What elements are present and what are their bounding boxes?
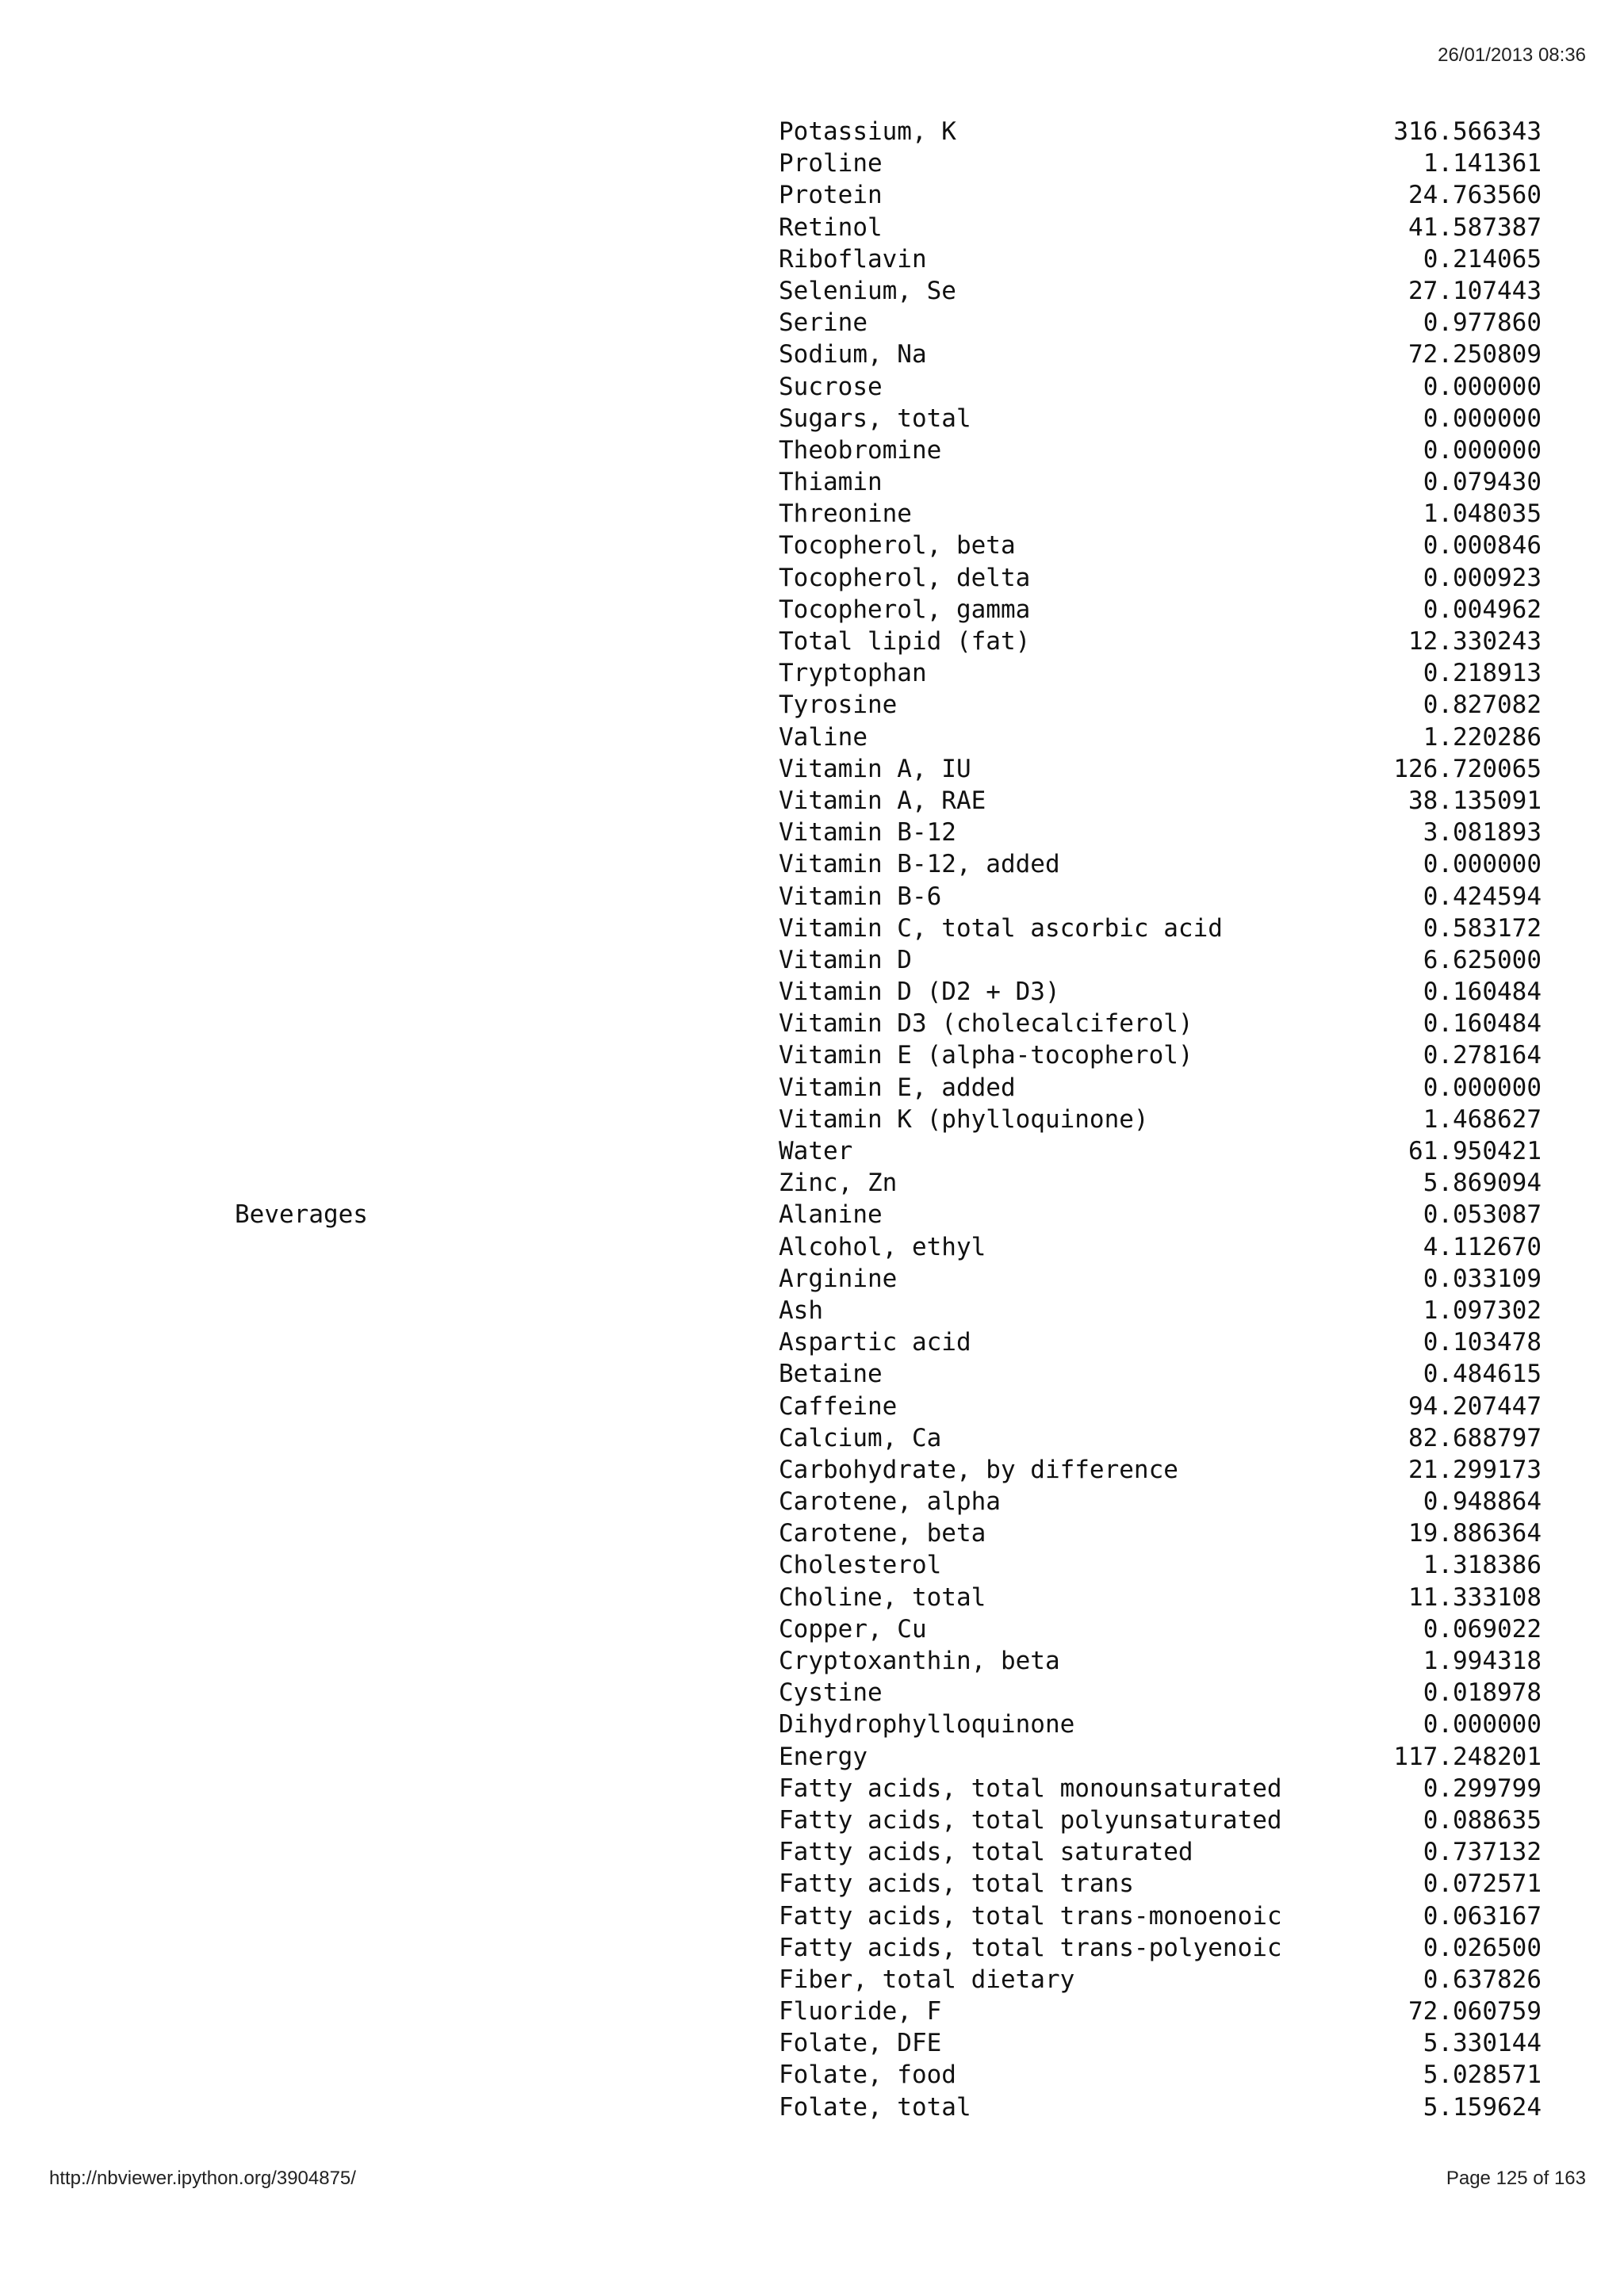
nutrient-value-cell: 0.299799: [1423, 1774, 1542, 1803]
nutrient-value-cell: 316.566343: [1393, 117, 1542, 146]
nutrient-value-cell: 72.250809: [1408, 340, 1542, 369]
nutrient-name-cell: Tocopherol, beta: [779, 531, 1016, 561]
nutrient-name-cell: Vitamin A, IU: [779, 754, 971, 783]
nutrient-value-cell: 1.220286: [1423, 722, 1542, 752]
table-row: [0, 1613, 1624, 1645]
nutrient-value-cell: 0.026500: [1423, 1933, 1542, 1962]
nutrient-name-cell: Fluoride, F: [779, 1997, 942, 2026]
table-row: [0, 1072, 1624, 1104]
nutrient-name-cell: Serine: [779, 308, 868, 338]
table-row: [0, 1167, 1624, 1199]
nutrient-name-cell: Carotene, alpha: [779, 1487, 1001, 1517]
nutrient-value-cell: 38.135091: [1408, 786, 1542, 815]
table-row: [0, 1932, 1624, 1964]
nutrient-name-cell: Folate, total: [779, 2092, 971, 2122]
table-row: [0, 1645, 1624, 1677]
nutrient-value-cell: 21.299173: [1408, 1455, 1542, 1484]
table-row: [0, 243, 1624, 275]
nutrient-value-cell: 27.107443: [1408, 276, 1542, 305]
nutrient-value-cell: 19.886364: [1408, 1519, 1542, 1548]
nutrient-value-cell: 72.060759: [1408, 1997, 1542, 2026]
nutrient-value-cell: 0.000000: [1423, 850, 1542, 879]
nutrient-value-cell: 5.159624: [1423, 2092, 1542, 2122]
nutrient-name-cell: Fatty acids, total trans: [779, 1869, 1134, 1899]
table-row: [0, 403, 1624, 434]
nutrient-value-cell: 94.207447: [1408, 1391, 1542, 1421]
nutrient-value-cell: 0.088635: [1423, 1805, 1542, 1835]
nutrient-value-cell: 0.214065: [1423, 244, 1542, 274]
nutrient-name-cell: Vitamin C, total ascorbic acid: [779, 913, 1223, 943]
nutrient-name-cell: Calcium, Ca: [779, 1423, 942, 1452]
table-row: [0, 339, 1624, 370]
table-row: [0, 275, 1624, 307]
nutrient-name-cell: Alcohol, ethyl: [779, 1232, 986, 1261]
nutrient-name-cell: Vitamin E (alpha-tocopherol): [779, 1041, 1193, 1070]
table-row: [0, 2027, 1624, 2059]
nutrient-name-cell: Tocopherol, delta: [779, 563, 1031, 592]
nutrient-value-cell: 0.069022: [1423, 1614, 1542, 1644]
nutrient-name-cell: Alanine: [779, 1200, 883, 1230]
nutrient-name-cell: Arginine: [779, 1264, 898, 1293]
nutrient-name-cell: Cryptoxanthin, beta: [779, 1647, 1060, 1675]
nutrient-value-cell: 0.000846: [1423, 531, 1542, 561]
table-row: [0, 848, 1624, 880]
nutrient-value-cell: 0.018978: [1423, 1678, 1542, 1708]
nutrient-value-cell: 0.000000: [1423, 1710, 1542, 1739]
table-row: [0, 562, 1624, 594]
table-row: [0, 785, 1624, 817]
table-row: [0, 2091, 1624, 2123]
table-row: [0, 1868, 1624, 1900]
nutrient-name-cell: Cystine: [779, 1678, 883, 1708]
nutrient-name-cell: Caffeine: [779, 1391, 898, 1421]
table-row: [0, 1549, 1624, 1581]
nutrient-name-cell: Folate, food: [779, 2061, 956, 2090]
nutrient-name-cell: Sucrose: [779, 372, 883, 401]
table-row: [0, 1996, 1624, 2027]
table-row: [0, 307, 1624, 339]
nutrient-name-cell: Fiber, total dietary: [779, 1965, 1075, 1994]
table-row: [0, 1135, 1624, 1167]
nutrient-name-cell: Tocopherol, gamma: [779, 595, 1031, 624]
nutrient-value-cell: 0.583172: [1423, 913, 1542, 943]
nutrient-name-cell: Vitamin B-12: [779, 818, 956, 848]
nutrient-name-cell: Protein: [779, 181, 883, 210]
table-row: [0, 753, 1624, 785]
nutrient-value-cell: 11.333108: [1408, 1582, 1542, 1612]
table-row: [0, 1486, 1624, 1517]
source-url: http://nbviewer.ipython.org/3904875/: [49, 2168, 356, 2189]
nutrient-value-cell: 0.737132: [1423, 1838, 1542, 1867]
nutrient-value-cell: 12.330243: [1408, 627, 1542, 656]
page-number: Page 125 of 163: [1446, 2168, 1586, 2189]
table-row: [0, 212, 1624, 243]
table-row: [0, 1454, 1624, 1486]
table-row: [0, 626, 1624, 657]
nutrient-name-cell: Total lipid (fat): [779, 627, 1031, 656]
nutrient-name-cell: Vitamin A, RAE: [779, 786, 986, 815]
table-row: [0, 1582, 1624, 1613]
nutrient-value-cell: 117.248201: [1393, 1742, 1542, 1771]
nutrient-name-cell: Selenium, Se: [779, 276, 956, 305]
nutrient-value-cell: 0.827082: [1423, 691, 1542, 720]
nutrient-name-cell: Proline: [779, 149, 883, 178]
nutrient-value-cell: 82.688797: [1408, 1423, 1542, 1452]
table-row: [0, 1900, 1624, 1932]
nutrient-name-cell: Copper, Cu: [779, 1614, 927, 1644]
nutrient-value-cell: 5.330144: [1423, 2029, 1542, 2058]
nutrient-name-cell: Fatty acids, total saturated: [779, 1838, 1193, 1867]
table-row: [0, 434, 1624, 466]
nutrient-name-cell: Vitamin B-12, added: [779, 850, 1060, 879]
table-row: [0, 147, 1624, 179]
nutrient-name-cell: Tryptophan: [779, 659, 927, 688]
nutrient-value-cell: 0.072571: [1423, 1869, 1542, 1899]
nutrient-value-cell: 41.587387: [1408, 212, 1542, 242]
nutrient-value-cell: 0.977860: [1423, 308, 1542, 338]
nutrient-value-cell: 0.000000: [1423, 1073, 1542, 1102]
nutrient-value-cell: 4.112670: [1423, 1232, 1542, 1261]
nutrient-name-cell: Dihydrophylloquinone: [779, 1710, 1075, 1739]
nutrient-value-cell: 24.763560: [1408, 181, 1542, 210]
nutrient-value-cell: 0.424594: [1423, 882, 1542, 911]
nutrient-value-cell: 5.869094: [1423, 1169, 1542, 1198]
nutrient-value-cell: 0.033109: [1423, 1264, 1542, 1293]
table-row: [0, 1104, 1624, 1135]
table-row: [0, 1295, 1624, 1326]
nutrient-name-cell: Aspartic acid: [779, 1328, 971, 1357]
nutrient-value-cell: 0.484615: [1423, 1360, 1542, 1389]
nutrient-value-cell: 1.318386: [1423, 1551, 1542, 1580]
nutrient-value-cell: 0.000000: [1423, 372, 1542, 401]
table-row: [0, 2059, 1624, 2091]
nutrient-value-cell: 1.048035: [1423, 499, 1542, 529]
table-row: [0, 371, 1624, 403]
nutrient-name-cell: Riboflavin: [779, 244, 927, 274]
table-row: [0, 1773, 1624, 1804]
nutrient-name-cell: Fatty acids, total trans-polyenoic: [779, 1933, 1282, 1962]
table-row: [0, 881, 1624, 913]
table-row: [0, 944, 1624, 976]
nutrient-value-cell: 5.028571: [1423, 2061, 1542, 2090]
nutrient-name-cell: Ash: [779, 1295, 823, 1325]
nutrient-value-cell: 0.053087: [1423, 1200, 1542, 1230]
table-row: [0, 817, 1624, 848]
nutrient-value-cell: 0.948864: [1423, 1487, 1542, 1517]
nutrient-value-cell: 0.004962: [1423, 595, 1542, 624]
nutrient-value-cell: 0.079430: [1423, 468, 1542, 497]
table-row: [0, 1709, 1624, 1740]
nutrient-name-cell: Water: [779, 1137, 853, 1165]
nutrient-value-cell: 1.468627: [1423, 1104, 1542, 1134]
table-row: [0, 657, 1624, 689]
table-row: [0, 1358, 1624, 1390]
nutrient-name-cell: Vitamin D3 (cholecalciferol): [779, 1009, 1193, 1039]
table-row: [0, 1517, 1624, 1549]
nutrient-name-cell: Fatty acids, total monounsaturated: [779, 1774, 1282, 1803]
nutrient-value-cell: 61.950421: [1408, 1137, 1542, 1165]
nutrient-name-cell: Vitamin B-6: [779, 882, 942, 911]
nutrient-name-cell: Potassium, K: [779, 117, 956, 146]
nutrient-name-cell: Vitamin K (phylloquinone): [779, 1104, 1149, 1134]
nutrient-value-cell: 0.218913: [1423, 659, 1542, 688]
table-row: [0, 1008, 1624, 1039]
nutrient-name-cell: Carbohydrate, by difference: [779, 1455, 1178, 1484]
table-row: [0, 976, 1624, 1008]
nutrient-value-cell: 0.000923: [1423, 563, 1542, 592]
table-row: [0, 1422, 1624, 1454]
table-row: [0, 498, 1624, 530]
nutrient-name-cell: Choline, total: [779, 1582, 986, 1612]
table-row: [0, 1199, 1624, 1230]
nutrient-name-cell: Sugars, total: [779, 404, 971, 433]
table-row: [0, 594, 1624, 626]
nutrient-name-cell: Folate, DFE: [779, 2029, 942, 2058]
nutrient-name-cell: Carotene, beta: [779, 1519, 986, 1548]
table-row: [0, 1677, 1624, 1709]
nutrient-name-cell: Betaine: [779, 1360, 883, 1389]
nutrient-name-cell: Tyrosine: [779, 691, 898, 720]
nutrient-value-cell: 0.637826: [1423, 1965, 1542, 1994]
nutrient-value-cell: 0.103478: [1423, 1328, 1542, 1357]
nutrient-table: [0, 116, 1624, 2123]
nutrient-name-cell: Energy: [779, 1742, 868, 1771]
table-row: [0, 1039, 1624, 1071]
nutrient-value-cell: 0.063167: [1423, 1901, 1542, 1931]
table-row: [0, 1741, 1624, 1773]
nutrient-value-cell: 1.141361: [1423, 149, 1542, 178]
table-row: [0, 1836, 1624, 1868]
table-row: [0, 1231, 1624, 1263]
nutrient-name-cell: Zinc, Zn: [779, 1169, 898, 1198]
nutrient-value-cell: 0.160484: [1423, 978, 1542, 1007]
nutrient-value-cell: 1.097302: [1423, 1295, 1542, 1325]
table-row: [0, 1391, 1624, 1422]
nutrient-value-cell: 0.000000: [1423, 435, 1542, 465]
table-row: [0, 466, 1624, 498]
nutrient-name-cell: Sodium, Na: [779, 340, 927, 369]
table-row: [0, 1964, 1624, 1996]
nutrient-value-cell: 0.278164: [1423, 1041, 1542, 1070]
nutrient-name-cell: Vitamin D (D2 + D3): [779, 978, 1060, 1007]
nutrient-name-cell: Theobromine: [779, 435, 942, 465]
nutrient-name-cell: Cholesterol: [779, 1551, 942, 1580]
nutrient-name-cell: Threonine: [779, 499, 912, 529]
nutrient-name-cell: Retinol: [779, 212, 883, 242]
table-row: [0, 913, 1624, 944]
table-row: [0, 1263, 1624, 1295]
table-row: [0, 689, 1624, 721]
food-group-cell: Beverages: [235, 1200, 368, 1230]
nutrient-name-cell: Vitamin D: [779, 945, 912, 974]
table-row: [0, 116, 1624, 147]
table-row: [0, 530, 1624, 561]
table-row: [0, 179, 1624, 211]
table-row: [0, 721, 1624, 753]
nutrient-value-cell: 0.000000: [1423, 404, 1542, 433]
table-row: [0, 1326, 1624, 1358]
nutrient-name-cell: Fatty acids, total polyunsaturated: [779, 1805, 1282, 1835]
nutrient-name-cell: Valine: [779, 722, 868, 752]
nutrient-name-cell: Vitamin E, added: [779, 1073, 1016, 1102]
nutrient-name-cell: Thiamin: [779, 468, 883, 497]
nutrient-name-cell: Fatty acids, total trans-monoenoic: [779, 1901, 1282, 1931]
page-timestamp: 26/01/2013 08:36: [1438, 44, 1586, 66]
nutrient-value-cell: 0.160484: [1423, 1009, 1542, 1039]
nutrient-value-cell: 3.081893: [1423, 818, 1542, 848]
nutrient-value-cell: 6.625000: [1423, 945, 1542, 974]
nutrient-value-cell: 126.720065: [1393, 754, 1542, 783]
table-row: [0, 1804, 1624, 1836]
nutrient-value-cell: 1.994318: [1423, 1647, 1542, 1675]
